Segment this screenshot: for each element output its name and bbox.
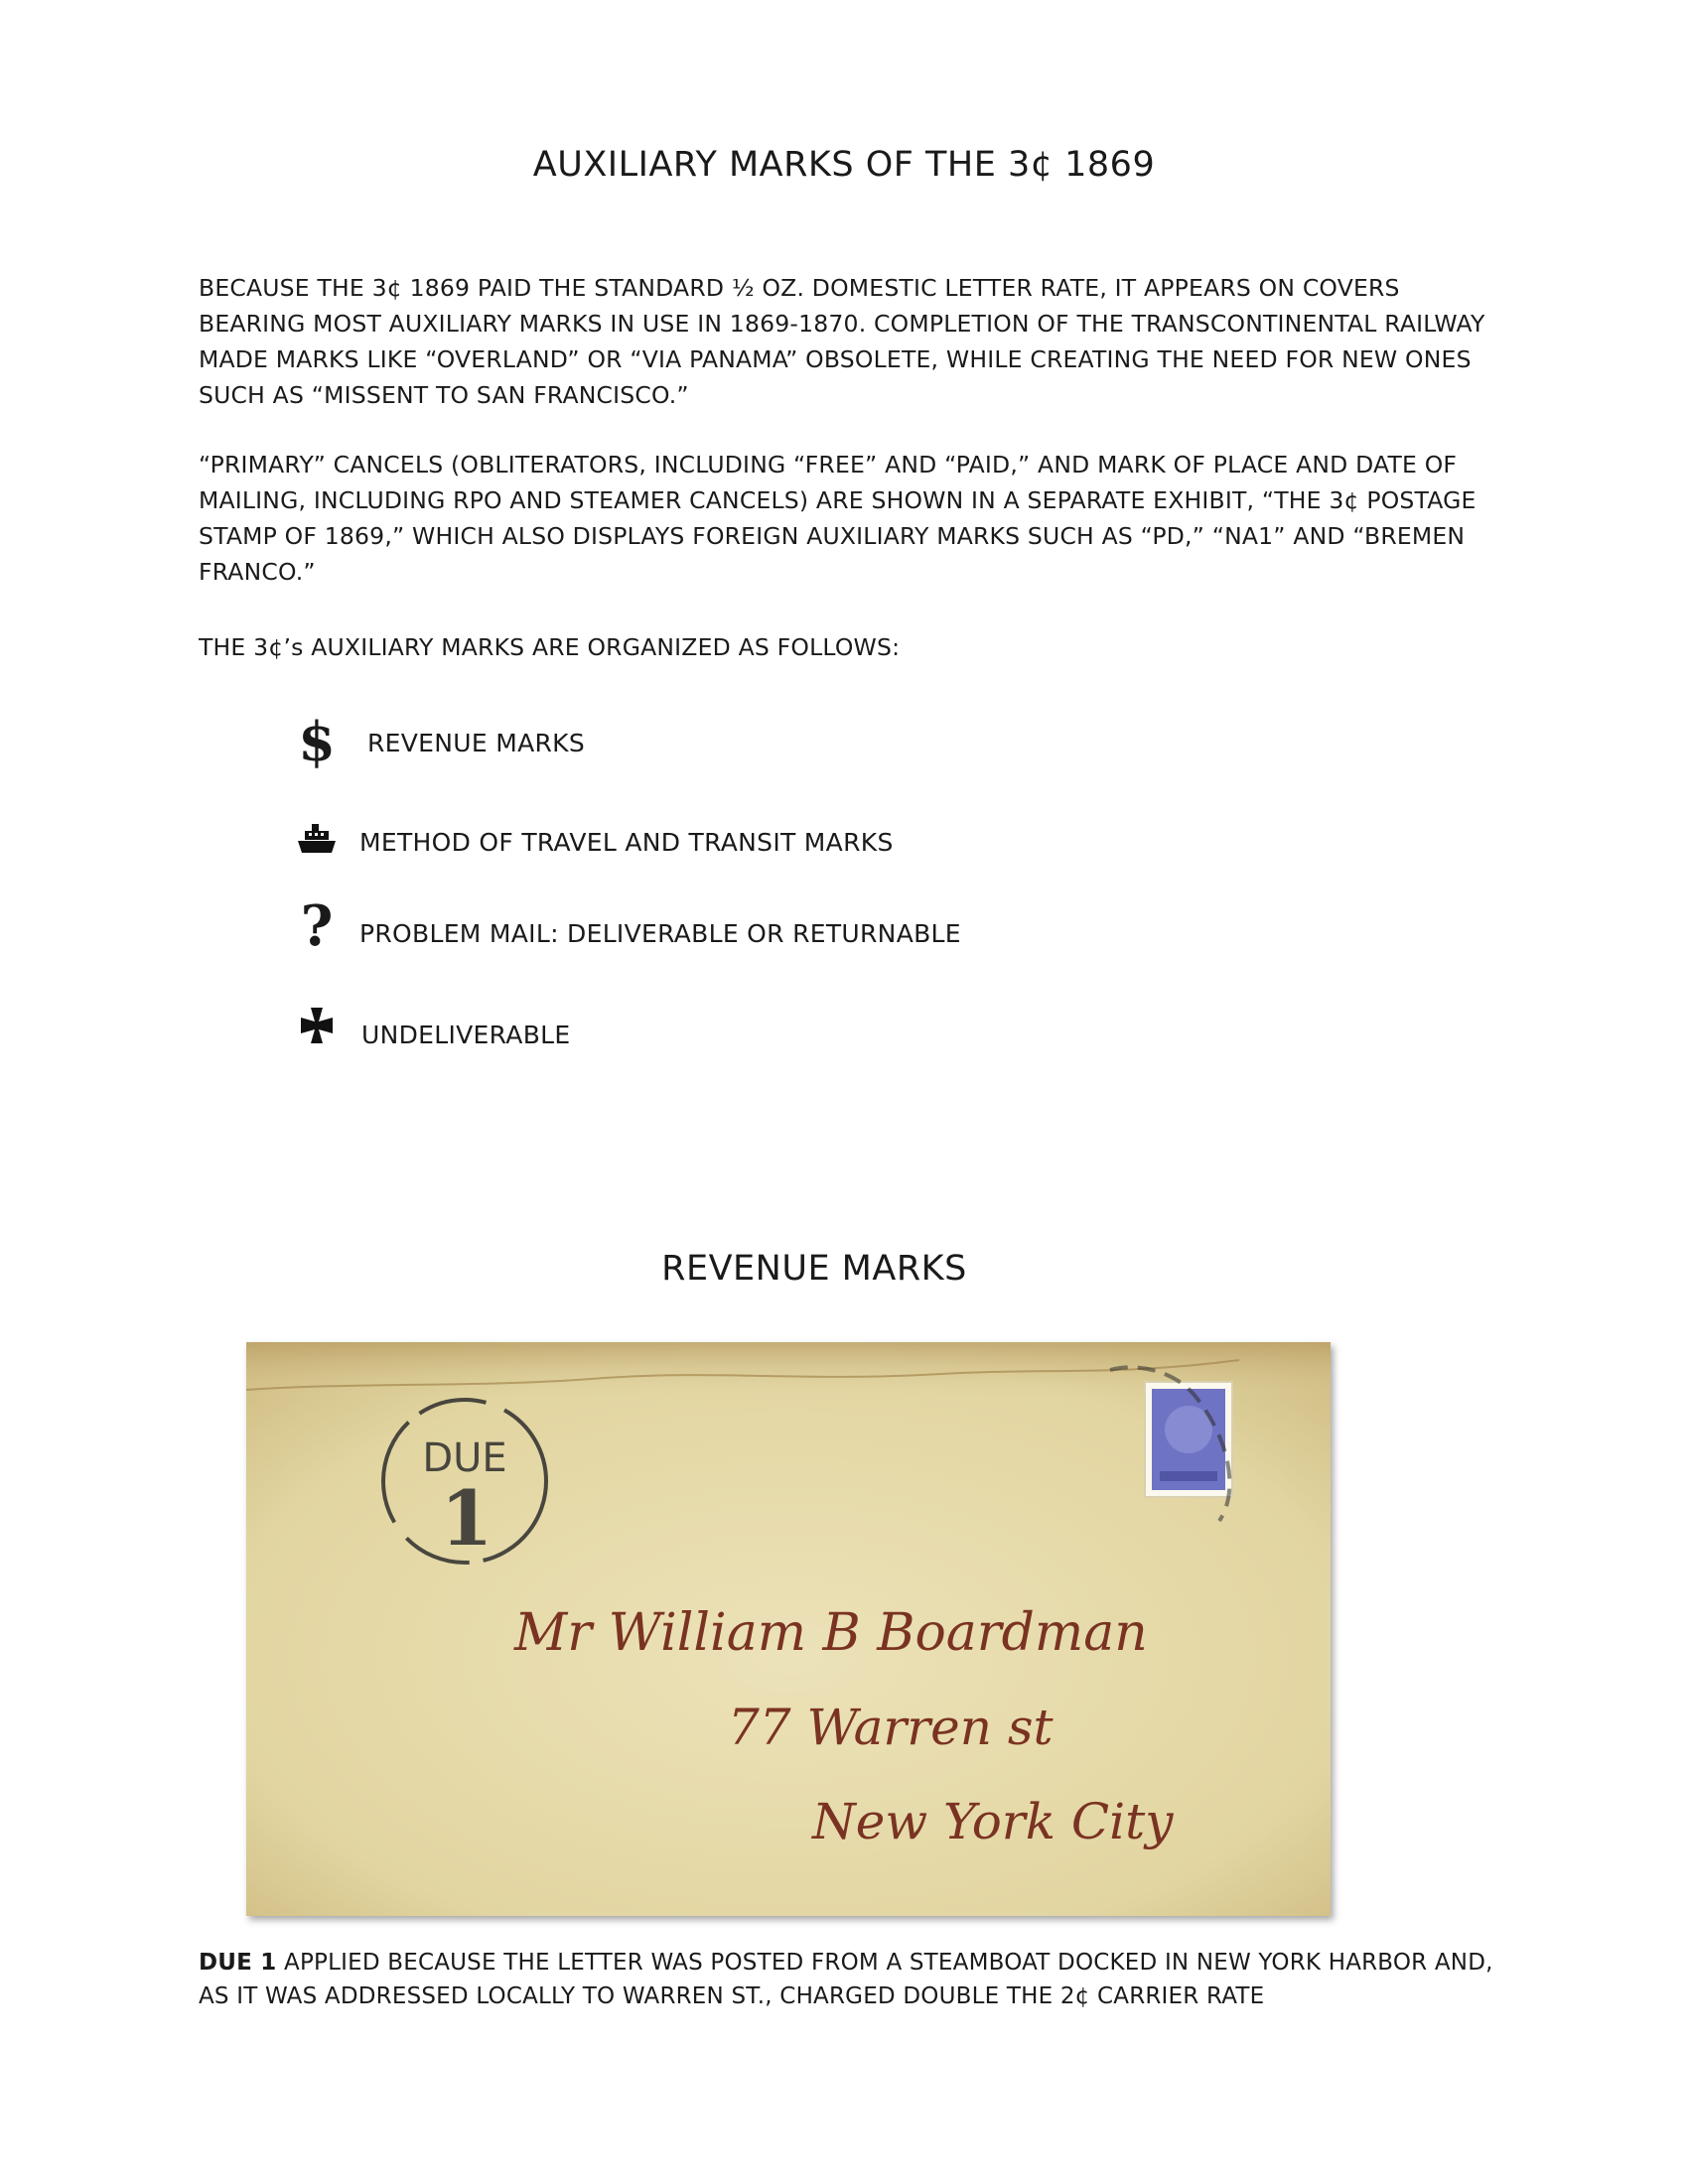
due-value: 1 [440, 1474, 493, 1563]
address-line-3: New York City [812, 1793, 1174, 1850]
due-label: DUE [422, 1435, 507, 1481]
address-line-1: Mr William B Boardman [514, 1603, 1148, 1663]
caption-lead: DUE 1 [199, 1950, 277, 1976]
cover-caption [199, 1946, 1509, 2013]
legend-label-travel: METHOD OF TRAVEL AND TRANSIT MARKS [359, 828, 894, 857]
organization-paragraph: THE 3¢’s AUXILIARY MARKS ARE ORGANIZED AS FOLLOWS: [199, 633, 901, 661]
caption-text: APPLIED BECAUSE THE LETTER WAS POSTED FROM A STEAMBOAT DOCKED IN NEW YORK HARBOR AND, AS IT WAS ADDRESSED LOCALLY TO WARREN ST., CHARGED DOUBLE THE 2¢ CARRIER RATE [199, 1950, 1493, 2009]
question-mark-icon: ? [300, 893, 334, 959]
cover-image [246, 1342, 1331, 1916]
legend-label-undeliverable: UNDELIVERABLE [361, 1021, 571, 1049]
steamship-icon [294, 814, 340, 864]
legend-label-revenue: REVENUE MARKS [367, 729, 586, 757]
intro-paragraph: BECAUSE THE 3¢ 1869 PAID THE STANDARD ½ OZ. DOMESTIC LETTER RATE, IT APPEARS ON COVERS BEARING MOST AUXILIARY MARKS IN USE IN 1869-1870. COMPLETION OF THE TRANSCONTINENTAL RAILWAY MADE MARKS LIKE “OVERLAND” OR “VIA PANAMA” OBSOLETE, WHILE CREATING THE NEED FOR NEW ONES SUCH AS “MISSENT TO SAN FRANCISCO.” [199, 274, 1485, 409]
primary-cancels-paragraph: “PRIMARY” CANCELS (OBLITERATORS, INCLUDING “FREE” AND “PAID,” AND MARK OF PLACE AND DATE OF MAILING, INCLUDING RPO AND STEAMER CANCELS) ARE SHOWN IN A SEPARATE EXHIBIT, “THE 3¢ POSTAGE STAMP OF 1869,” WHICH ALSO DISPLAYS FOREIGN AUXILIARY MARKS SUCH AS “PD,” “NA1” AND “BREMEN FRANCO.” [199, 451, 1477, 586]
cross-pattee-icon [294, 1001, 340, 1050]
section-title: REVENUE MARKS [661, 1249, 967, 1289]
dollar-sign-icon: $ [298, 710, 336, 773]
page-title: AUXILIARY MARKS OF THE 3¢ 1869 [532, 145, 1156, 185]
address-line-2: 77 Warren st [728, 1699, 1054, 1756]
legend-label-problem-mail: PROBLEM MAIL: DELIVERABLE OR RETURNABLE [359, 919, 961, 948]
